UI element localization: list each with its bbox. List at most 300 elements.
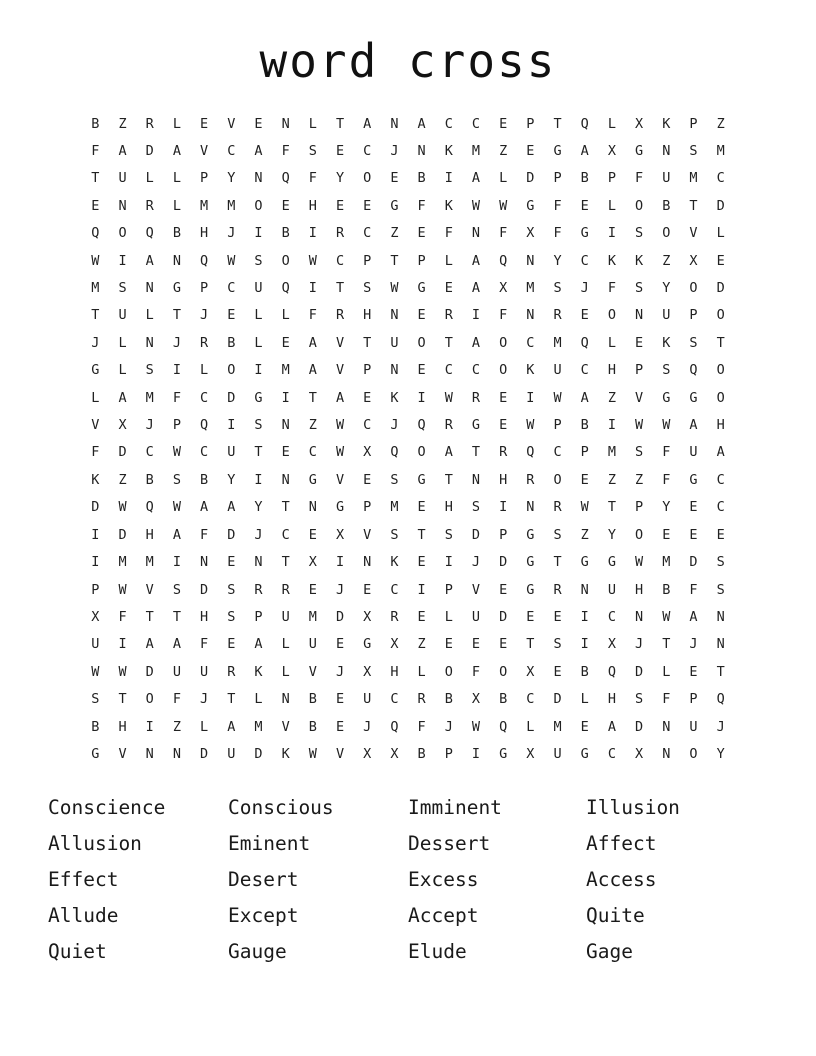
grid-cell[interactable]: R bbox=[335, 307, 345, 324]
grid-cell[interactable]: X bbox=[118, 417, 127, 434]
grid-cell[interactable]: W bbox=[635, 554, 644, 571]
grid-cell[interactable]: J bbox=[390, 143, 399, 159]
grid-cell[interactable]: U bbox=[308, 636, 317, 653]
grid-cell[interactable]: C bbox=[145, 444, 154, 461]
grid-cell[interactable]: M bbox=[662, 554, 671, 571]
grid-cell[interactable]: L bbox=[417, 663, 426, 680]
grid-cell[interactable]: E bbox=[499, 389, 508, 406]
grid-cell[interactable]: P bbox=[607, 170, 616, 187]
grid-cell[interactable]: L bbox=[254, 334, 263, 351]
grid-cell[interactable]: T bbox=[471, 444, 481, 461]
grid-cell[interactable]: G bbox=[607, 554, 616, 571]
word-list-item[interactable]: Affect bbox=[586, 832, 657, 856]
grid-cell[interactable]: P bbox=[689, 691, 698, 708]
grid-cell[interactable]: Y bbox=[227, 471, 236, 488]
grid-cell[interactable]: E bbox=[580, 197, 589, 214]
grid-cell[interactable]: D bbox=[689, 554, 698, 571]
grid-cell[interactable]: F bbox=[553, 197, 562, 214]
grid-cell[interactable]: X bbox=[363, 663, 372, 680]
grid-cell[interactable]: E bbox=[553, 608, 562, 625]
grid-cell[interactable]: P bbox=[254, 608, 263, 625]
grid-cell[interactable]: L bbox=[308, 115, 317, 132]
grid-cell[interactable]: E bbox=[444, 636, 453, 653]
grid-cell[interactable]: X bbox=[363, 745, 372, 762]
grid-cell[interactable]: Q bbox=[281, 170, 290, 187]
grid-cell[interactable]: P bbox=[363, 499, 372, 516]
grid-cell[interactable]: V bbox=[335, 745, 345, 762]
grid-cell[interactable]: P bbox=[689, 115, 698, 132]
grid-cell[interactable]: N bbox=[145, 280, 154, 297]
grid-cell[interactable]: E bbox=[363, 471, 372, 488]
grid-cell[interactable]: P bbox=[363, 252, 372, 269]
grid-cell[interactable]: E bbox=[335, 691, 345, 708]
grid-cell[interactable]: T bbox=[390, 252, 399, 269]
grid-cell[interactable]: A bbox=[200, 499, 209, 516]
grid-cell[interactable]: F bbox=[91, 143, 100, 159]
grid-cell[interactable]: P bbox=[444, 581, 453, 598]
grid-cell[interactable]: N bbox=[254, 170, 263, 187]
grid-cell[interactable]: A bbox=[716, 444, 725, 461]
grid-cell[interactable]: F bbox=[417, 718, 426, 735]
grid-cell[interactable]: L bbox=[607, 334, 616, 351]
grid-cell[interactable]: B bbox=[91, 115, 100, 132]
grid-cell[interactable]: V bbox=[635, 389, 644, 406]
word-list-item[interactable]: Conscious bbox=[228, 796, 334, 820]
grid-cell[interactable]: M bbox=[471, 143, 481, 159]
grid-cell[interactable]: O bbox=[363, 170, 372, 187]
grid-cell[interactable]: Y bbox=[553, 252, 562, 269]
grid-cell[interactable]: V bbox=[91, 417, 100, 434]
grid-cell[interactable]: D bbox=[227, 389, 236, 406]
grid-cell[interactable]: R bbox=[200, 334, 209, 351]
grid-cell[interactable]: X bbox=[526, 745, 535, 762]
grid-cell[interactable]: K bbox=[662, 115, 671, 132]
grid-cell[interactable]: C bbox=[363, 417, 372, 434]
grid-cell[interactable]: B bbox=[172, 225, 181, 242]
grid-cell[interactable]: S bbox=[444, 526, 453, 543]
word-search-grid[interactable] bbox=[82, 111, 735, 769]
grid-cell[interactable]: F bbox=[172, 389, 181, 406]
grid-cell[interactable]: R bbox=[553, 581, 562, 598]
grid-cell[interactable]: E bbox=[227, 307, 236, 324]
grid-cell[interactable]: Z bbox=[390, 225, 399, 242]
grid-cell[interactable]: W bbox=[553, 389, 562, 406]
grid-cell[interactable]: U bbox=[118, 307, 127, 324]
grid-cell[interactable]: W bbox=[499, 197, 508, 214]
grid-cell[interactable]: G bbox=[308, 471, 317, 488]
grid-cell[interactable]: X bbox=[363, 444, 372, 461]
grid-cell[interactable]: S bbox=[635, 280, 644, 297]
grid-cell[interactable]: E bbox=[499, 636, 508, 653]
grid-cell[interactable]: F bbox=[471, 663, 481, 680]
grid-cell[interactable]: I bbox=[227, 417, 236, 434]
grid-cell[interactable]: A bbox=[363, 115, 372, 132]
grid-cell[interactable]: A bbox=[118, 389, 127, 406]
grid-cell[interactable]: B bbox=[444, 691, 453, 708]
grid-cell[interactable]: S bbox=[716, 554, 725, 571]
grid-cell[interactable]: K bbox=[662, 334, 671, 351]
grid-cell[interactable]: D bbox=[335, 608, 345, 625]
grid-cell[interactable]: Q bbox=[281, 280, 290, 297]
grid-cell[interactable]: O bbox=[499, 663, 508, 680]
grid-cell[interactable]: E bbox=[499, 417, 508, 434]
grid-cell[interactable]: M bbox=[281, 362, 290, 379]
grid-cell[interactable]: M bbox=[254, 718, 263, 735]
grid-cell[interactable]: L bbox=[172, 197, 181, 214]
grid-cell[interactable]: R bbox=[390, 608, 399, 625]
grid-cell[interactable]: Q bbox=[689, 362, 698, 379]
grid-cell[interactable]: K bbox=[635, 252, 644, 269]
grid-cell[interactable]: F bbox=[499, 225, 508, 242]
grid-cell[interactable]: L bbox=[607, 115, 616, 132]
grid-cell[interactable]: X bbox=[91, 608, 100, 625]
grid-cell[interactable]: N bbox=[635, 307, 644, 324]
grid-cell[interactable]: V bbox=[335, 471, 345, 488]
grid-cell[interactable]: N bbox=[281, 417, 290, 434]
grid-cell[interactable]: P bbox=[580, 444, 589, 461]
grid-cell[interactable]: R bbox=[281, 581, 290, 598]
grid-cell[interactable]: F bbox=[308, 170, 317, 187]
word-list-item[interactable]: Allusion bbox=[48, 832, 142, 856]
grid-cell[interactable]: R bbox=[471, 389, 481, 406]
grid-cell[interactable]: C bbox=[200, 389, 209, 406]
grid-cell[interactable]: K bbox=[526, 362, 535, 379]
grid-cell[interactable]: M bbox=[200, 197, 209, 214]
grid-cell[interactable]: X bbox=[607, 636, 616, 653]
grid-cell[interactable]: S bbox=[118, 280, 127, 297]
grid-cell[interactable]: H bbox=[363, 307, 372, 324]
grid-cell[interactable]: D bbox=[200, 745, 209, 762]
word-list-item[interactable]: Quiet bbox=[48, 940, 107, 964]
grid-cell[interactable]: E bbox=[308, 581, 317, 598]
grid-cell[interactable]: F bbox=[553, 225, 562, 242]
grid-cell[interactable]: O bbox=[607, 307, 616, 324]
grid-cell[interactable]: F bbox=[662, 471, 671, 488]
grid-cell[interactable]: A bbox=[227, 499, 236, 516]
grid-cell[interactable]: F bbox=[308, 307, 317, 324]
grid-cell[interactable]: J bbox=[390, 417, 399, 434]
grid-cell[interactable]: L bbox=[444, 608, 453, 625]
grid-cell[interactable]: H bbox=[308, 197, 317, 214]
grid-cell[interactable]: D bbox=[716, 197, 725, 214]
grid-cell[interactable]: T bbox=[335, 280, 345, 297]
grid-cell[interactable]: I bbox=[308, 280, 317, 297]
grid-cell[interactable]: H bbox=[118, 718, 127, 735]
grid-cell[interactable]: A bbox=[145, 636, 154, 653]
grid-cell[interactable]: F bbox=[417, 197, 426, 214]
grid-cell[interactable]: H bbox=[716, 417, 725, 434]
grid-cell[interactable]: S bbox=[553, 280, 562, 297]
grid-cell[interactable]: J bbox=[335, 581, 345, 598]
grid-cell[interactable]: L bbox=[281, 307, 290, 324]
word-list-item[interactable]: Gage bbox=[586, 940, 633, 964]
grid-cell[interactable]: J bbox=[689, 636, 698, 653]
grid-cell[interactable]: O bbox=[689, 280, 698, 297]
grid-cell[interactable]: N bbox=[145, 745, 154, 762]
grid-cell[interactable]: T bbox=[118, 691, 127, 708]
grid-cell[interactable]: C bbox=[335, 252, 345, 269]
grid-cell[interactable]: G bbox=[526, 526, 535, 543]
grid-cell[interactable]: L bbox=[254, 307, 263, 324]
grid-cell[interactable]: E bbox=[580, 307, 589, 324]
grid-cell[interactable]: R bbox=[145, 197, 154, 214]
grid-cell[interactable]: M bbox=[118, 554, 127, 571]
grid-cell[interactable]: D bbox=[635, 663, 644, 680]
grid-cell[interactable]: V bbox=[471, 581, 481, 598]
grid-cell[interactable]: E bbox=[689, 526, 698, 543]
grid-cell[interactable]: T bbox=[607, 499, 616, 516]
grid-cell[interactable]: A bbox=[118, 143, 127, 159]
grid-cell[interactable]: P bbox=[553, 417, 562, 434]
grid-cell[interactable]: X bbox=[335, 526, 345, 543]
grid-cell[interactable]: U bbox=[91, 636, 100, 653]
grid-cell[interactable]: Z bbox=[580, 526, 589, 543]
grid-cell[interactable]: L bbox=[580, 691, 589, 708]
grid-cell[interactable]: U bbox=[172, 663, 181, 680]
grid-cell[interactable]: C bbox=[444, 362, 453, 379]
grid-cell[interactable]: Y bbox=[227, 170, 236, 187]
grid-cell[interactable]: D bbox=[471, 526, 481, 543]
grid-cell[interactable]: K bbox=[91, 471, 100, 488]
grid-cell[interactable]: O bbox=[635, 197, 644, 214]
grid-cell[interactable]: Z bbox=[172, 718, 181, 735]
grid-cell[interactable]: E bbox=[91, 197, 100, 214]
grid-cell[interactable]: A bbox=[471, 252, 481, 269]
grid-cell[interactable]: W bbox=[471, 718, 481, 735]
grid-cell[interactable]: L bbox=[281, 663, 290, 680]
grid-cell[interactable]: E bbox=[417, 225, 426, 242]
grid-cell[interactable]: B bbox=[308, 718, 317, 735]
word-list-item[interactable]: Access bbox=[586, 868, 657, 892]
grid-cell[interactable]: E bbox=[227, 554, 236, 571]
grid-cell[interactable]: C bbox=[471, 115, 481, 132]
grid-cell[interactable]: A bbox=[145, 252, 154, 269]
grid-cell[interactable]: N bbox=[281, 691, 290, 708]
grid-cell[interactable]: R bbox=[227, 663, 236, 680]
grid-cell[interactable]: X bbox=[635, 115, 644, 132]
grid-cell[interactable]: T bbox=[172, 307, 181, 324]
grid-cell[interactable]: A bbox=[689, 417, 698, 434]
grid-cell[interactable]: N bbox=[635, 608, 644, 625]
grid-cell[interactable]: P bbox=[499, 526, 508, 543]
grid-cell[interactable]: W bbox=[91, 252, 100, 269]
grid-cell[interactable]: E bbox=[390, 170, 399, 187]
grid-cell[interactable]: L bbox=[499, 170, 508, 187]
grid-cell[interactable]: L bbox=[200, 718, 209, 735]
grid-cell[interactable]: W bbox=[662, 417, 671, 434]
grid-cell[interactable]: I bbox=[580, 608, 589, 625]
grid-cell[interactable]: K bbox=[444, 197, 453, 214]
grid-cell[interactable]: C bbox=[227, 280, 236, 297]
grid-cell[interactable]: R bbox=[499, 444, 508, 461]
grid-cell[interactable]: L bbox=[254, 691, 263, 708]
grid-cell[interactable]: A bbox=[471, 280, 481, 297]
grid-cell[interactable]: Q bbox=[607, 663, 616, 680]
grid-cell[interactable]: E bbox=[526, 608, 535, 625]
grid-cell[interactable]: E bbox=[417, 307, 426, 324]
grid-cell[interactable]: X bbox=[689, 252, 698, 269]
grid-cell[interactable]: I bbox=[281, 389, 290, 406]
grid-cell[interactable]: U bbox=[553, 362, 562, 379]
grid-cell[interactable]: E bbox=[335, 197, 345, 214]
grid-cell[interactable]: A bbox=[580, 389, 589, 406]
grid-cell[interactable]: N bbox=[281, 471, 290, 488]
grid-cell[interactable]: G bbox=[689, 389, 698, 406]
grid-cell[interactable]: O bbox=[716, 307, 725, 324]
grid-cell[interactable]: S bbox=[254, 417, 263, 434]
grid-cell[interactable]: E bbox=[335, 143, 345, 159]
grid-cell[interactable]: J bbox=[335, 663, 345, 680]
grid-cell[interactable]: I bbox=[580, 636, 589, 653]
grid-cell[interactable]: W bbox=[471, 197, 481, 214]
grid-cell[interactable]: K bbox=[281, 745, 290, 762]
grid-cell[interactable]: J bbox=[580, 280, 589, 297]
grid-cell[interactable]: E bbox=[444, 280, 453, 297]
grid-cell[interactable]: V bbox=[335, 362, 345, 379]
grid-cell[interactable]: N bbox=[172, 252, 181, 269]
grid-cell[interactable]: B bbox=[308, 691, 317, 708]
grid-cell[interactable]: T bbox=[91, 170, 100, 187]
grid-cell[interactable]: A bbox=[172, 526, 181, 543]
grid-cell[interactable]: C bbox=[227, 143, 236, 159]
grid-cell[interactable]: R bbox=[417, 691, 426, 708]
grid-cell[interactable]: F bbox=[635, 170, 644, 187]
grid-cell[interactable]: O bbox=[145, 691, 154, 708]
grid-cell[interactable]: D bbox=[553, 691, 562, 708]
grid-cell[interactable]: N bbox=[281, 115, 290, 132]
grid-cell[interactable]: M bbox=[607, 444, 616, 461]
grid-cell[interactable]: D bbox=[227, 526, 236, 543]
grid-cell[interactable]: W bbox=[118, 663, 127, 680]
grid-cell[interactable]: X bbox=[526, 663, 535, 680]
grid-cell[interactable]: B bbox=[145, 471, 154, 488]
grid-cell[interactable]: B bbox=[580, 663, 589, 680]
grid-cell[interactable]: D bbox=[716, 280, 725, 297]
grid-cell[interactable]: Q bbox=[499, 252, 508, 269]
grid-cell[interactable]: N bbox=[145, 334, 154, 351]
grid-cell[interactable]: A bbox=[335, 389, 345, 406]
grid-cell[interactable]: S bbox=[662, 362, 671, 379]
grid-cell[interactable]: U bbox=[471, 608, 481, 625]
grid-cell[interactable]: K bbox=[390, 389, 399, 406]
grid-cell[interactable]: N bbox=[172, 745, 181, 762]
grid-cell[interactable]: A bbox=[254, 636, 263, 653]
word-list-item[interactable]: Eminent bbox=[228, 832, 311, 856]
grid-cell[interactable]: S bbox=[635, 691, 644, 708]
grid-cell[interactable]: Z bbox=[499, 143, 508, 159]
grid-cell[interactable]: J bbox=[91, 334, 100, 351]
grid-cell[interactable]: D bbox=[499, 608, 508, 625]
grid-cell[interactable]: C bbox=[200, 444, 209, 461]
grid-cell[interactable]: F bbox=[118, 608, 127, 625]
grid-cell[interactable]: C bbox=[607, 608, 616, 625]
grid-cell[interactable]: T bbox=[553, 115, 562, 132]
grid-cell[interactable]: E bbox=[227, 636, 236, 653]
grid-cell[interactable]: H bbox=[444, 499, 453, 516]
word-list-item[interactable]: Allude bbox=[48, 904, 119, 928]
grid-cell[interactable]: I bbox=[607, 417, 616, 434]
grid-cell[interactable]: O bbox=[281, 252, 290, 269]
grid-cell[interactable]: J bbox=[145, 417, 154, 434]
grid-cell[interactable]: V bbox=[227, 115, 236, 132]
grid-cell[interactable]: V bbox=[118, 745, 127, 762]
grid-cell[interactable]: I bbox=[118, 252, 127, 269]
grid-cell[interactable]: I bbox=[91, 554, 100, 571]
grid-cell[interactable]: S bbox=[254, 252, 263, 269]
grid-cell[interactable]: T bbox=[716, 334, 725, 351]
grid-cell[interactable]: T bbox=[254, 444, 263, 461]
grid-cell[interactable]: O bbox=[716, 389, 725, 406]
grid-cell[interactable]: V bbox=[335, 334, 345, 351]
grid-cell[interactable]: T bbox=[526, 636, 535, 653]
grid-cell[interactable]: M bbox=[91, 280, 100, 297]
word-list-item[interactable]: Desert bbox=[228, 868, 299, 892]
grid-cell[interactable]: F bbox=[499, 307, 508, 324]
grid-cell[interactable]: O bbox=[444, 663, 453, 680]
grid-cell[interactable]: A bbox=[580, 143, 589, 159]
grid-cell[interactable]: S bbox=[363, 280, 372, 297]
grid-cell[interactable]: I bbox=[471, 307, 481, 324]
grid-cell[interactable]: C bbox=[580, 252, 589, 269]
grid-cell[interactable]: B bbox=[580, 417, 589, 434]
grid-cell[interactable]: I bbox=[526, 389, 535, 406]
grid-cell[interactable]: L bbox=[145, 307, 154, 324]
grid-cell[interactable]: U bbox=[363, 691, 372, 708]
grid-cell[interactable]: M bbox=[145, 554, 154, 571]
grid-cell[interactable]: I bbox=[254, 471, 263, 488]
grid-cell[interactable]: Q bbox=[580, 334, 589, 351]
grid-cell[interactable]: R bbox=[526, 471, 535, 488]
word-list-item[interactable]: Elude bbox=[408, 940, 467, 964]
grid-cell[interactable]: B bbox=[662, 197, 671, 214]
grid-cell[interactable]: I bbox=[172, 362, 181, 379]
grid-cell[interactable]: C bbox=[363, 225, 372, 242]
grid-cell[interactable]: S bbox=[172, 581, 181, 598]
grid-cell[interactable]: W bbox=[118, 499, 127, 516]
grid-cell[interactable]: H bbox=[145, 526, 154, 543]
grid-cell[interactable]: C bbox=[281, 526, 290, 543]
grid-cell[interactable]: I bbox=[417, 389, 426, 406]
grid-cell[interactable]: B bbox=[499, 691, 508, 708]
grid-cell[interactable]: G bbox=[553, 143, 562, 159]
grid-cell[interactable]: N bbox=[662, 143, 671, 159]
grid-cell[interactable]: W bbox=[444, 389, 453, 406]
grid-cell[interactable]: T bbox=[145, 608, 154, 625]
grid-cell[interactable]: E bbox=[281, 444, 290, 461]
grid-cell[interactable]: B bbox=[200, 471, 209, 488]
grid-cell[interactable]: R bbox=[335, 225, 345, 242]
grid-cell[interactable]: P bbox=[417, 252, 426, 269]
grid-cell[interactable]: W bbox=[526, 417, 535, 434]
grid-cell[interactable]: S bbox=[716, 581, 725, 598]
grid-cell[interactable]: D bbox=[200, 581, 209, 598]
grid-cell[interactable]: P bbox=[635, 499, 644, 516]
grid-cell[interactable]: Y bbox=[607, 526, 616, 543]
grid-cell[interactable]: Z bbox=[417, 636, 426, 653]
grid-cell[interactable]: F bbox=[200, 636, 209, 653]
word-list-item[interactable]: Except bbox=[228, 904, 299, 928]
grid-cell[interactable]: P bbox=[553, 170, 562, 187]
grid-cell[interactable]: C bbox=[716, 499, 725, 516]
word-list-item[interactable]: Conscience bbox=[48, 796, 166, 820]
grid-cell[interactable]: Q bbox=[390, 444, 399, 461]
grid-cell[interactable]: W bbox=[390, 280, 399, 297]
grid-cell[interactable]: I bbox=[444, 554, 453, 571]
grid-cell[interactable]: A bbox=[308, 362, 317, 379]
grid-cell[interactable]: Q bbox=[145, 225, 154, 242]
word-list-item[interactable]: Excess bbox=[408, 868, 479, 892]
grid-cell[interactable]: O bbox=[254, 197, 263, 214]
